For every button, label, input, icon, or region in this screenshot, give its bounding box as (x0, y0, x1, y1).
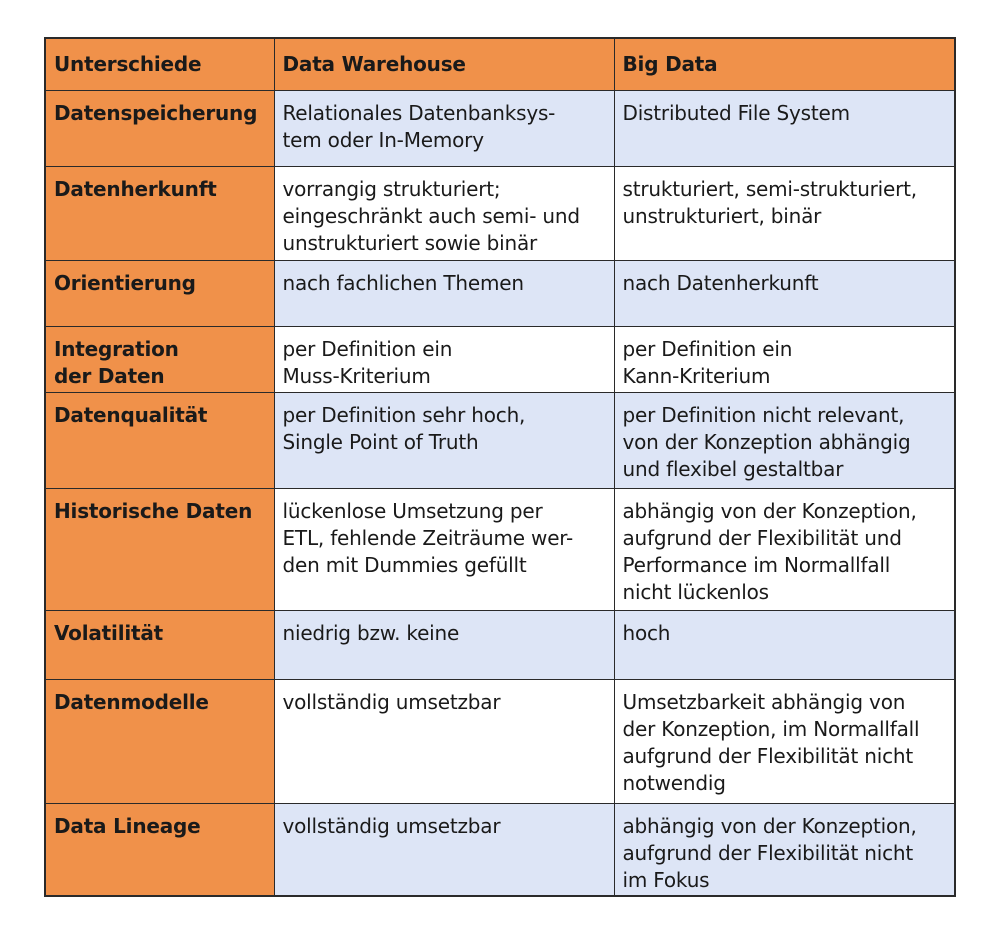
data-warehouse-text: Relationales Datenbanksys- tem oder In-Memory (282, 100, 556, 152)
row-label-text: Historische Daten (54, 498, 253, 523)
data-warehouse-cell (274, 90, 614, 166)
data-warehouse-text: niedrig bzw. keine (282, 620, 460, 645)
table-row (45, 679, 955, 803)
big-data-cell (614, 610, 955, 679)
big-data-cell (614, 392, 955, 488)
table-row (45, 326, 955, 392)
data-warehouse-text: per Definition sehr hoch, Single Point of Truth (282, 402, 526, 454)
big-data-text: nach Datenherkunft (622, 270, 819, 295)
big-data-cell (614, 679, 955, 803)
big-data-text: hoch (622, 620, 671, 645)
row-label (45, 803, 274, 896)
row-label-text: Volatilität (54, 620, 164, 645)
row-label-text: Orientierung (54, 270, 196, 295)
table-row (45, 392, 955, 488)
table-row (45, 260, 955, 326)
row-label-text: Data Lineage (54, 813, 201, 838)
row-label (45, 260, 274, 326)
table-row (45, 90, 955, 166)
data-warehouse-text: per Definition ein Muss-Kriterium (282, 336, 453, 388)
row-label (45, 326, 274, 392)
row-label-text: Integration der Daten (54, 336, 179, 388)
big-data-cell (614, 90, 955, 166)
data-warehouse-cell (274, 166, 614, 260)
big-data-text: abhängig von der Konzeption, aufgrund der Flexibilität und Performance im Normallfall nicht lückenlos (622, 498, 917, 604)
big-data-text: Umsetzbarkeit abhängig von der Konzeption, im Normallfall aufgrund der Flexibilität nicht notwendig (622, 689, 920, 795)
data-warehouse-cell (274, 679, 614, 803)
data-warehouse-cell (274, 610, 614, 679)
header-big-data: Big Data (614, 38, 955, 90)
big-data-cell (614, 260, 955, 326)
big-data-cell (614, 803, 955, 896)
table-row (45, 610, 955, 679)
data-warehouse-cell (274, 326, 614, 392)
table-row (45, 803, 955, 896)
row-label (45, 392, 274, 488)
comparison-table (44, 37, 956, 897)
big-data-text: per Definition ein Kann-Kriterium (622, 336, 793, 388)
header-row (45, 38, 955, 90)
header-data-warehouse: Data Warehouse (274, 38, 614, 90)
big-data-text: strukturiert, semi-strukturiert, unstrukturiert, binär (622, 176, 917, 228)
row-label-text: Datenspeicherung (54, 100, 258, 125)
data-warehouse-text: vollständig umsetzbar (282, 813, 501, 838)
table-row (45, 166, 955, 260)
big-data-text: per Definition nicht relevant, von der Konzeption abhängig und flexibel gestaltbar (622, 402, 911, 481)
big-data-cell (614, 326, 955, 392)
data-warehouse-cell (274, 392, 614, 488)
row-label (45, 488, 274, 610)
row-label (45, 610, 274, 679)
data-warehouse-text: nach fachlichen Themen (282, 270, 524, 295)
header-differences: Unterschiede (45, 38, 274, 90)
data-warehouse-text: vollständig umsetzbar (282, 689, 501, 714)
big-data-text: abhängig von der Konzeption, aufgrund der Flexibilität nicht im Fokus (622, 813, 917, 892)
row-label (45, 90, 274, 166)
row-label (45, 166, 274, 260)
row-label-text: Datenherkunft (54, 176, 217, 201)
big-data-cell (614, 166, 955, 260)
row-label-text: Datenqualität (54, 402, 208, 427)
big-data-cell (614, 488, 955, 610)
row-label (45, 679, 274, 803)
data-warehouse-text: vorrangig strukturiert; eingeschränkt auch semi- und unstrukturiert sowie binär (282, 176, 580, 255)
data-warehouse-cell (274, 803, 614, 896)
data-warehouse-text: lückenlose Umsetzung per ETL, fehlende Zeiträume wer- den mit Dummies gefüllt (282, 498, 574, 577)
table-row (45, 488, 955, 610)
big-data-text: Distributed File System (622, 100, 850, 125)
data-warehouse-cell (274, 260, 614, 326)
row-label-text: Datenmodelle (54, 689, 209, 714)
data-warehouse-cell (274, 488, 614, 610)
